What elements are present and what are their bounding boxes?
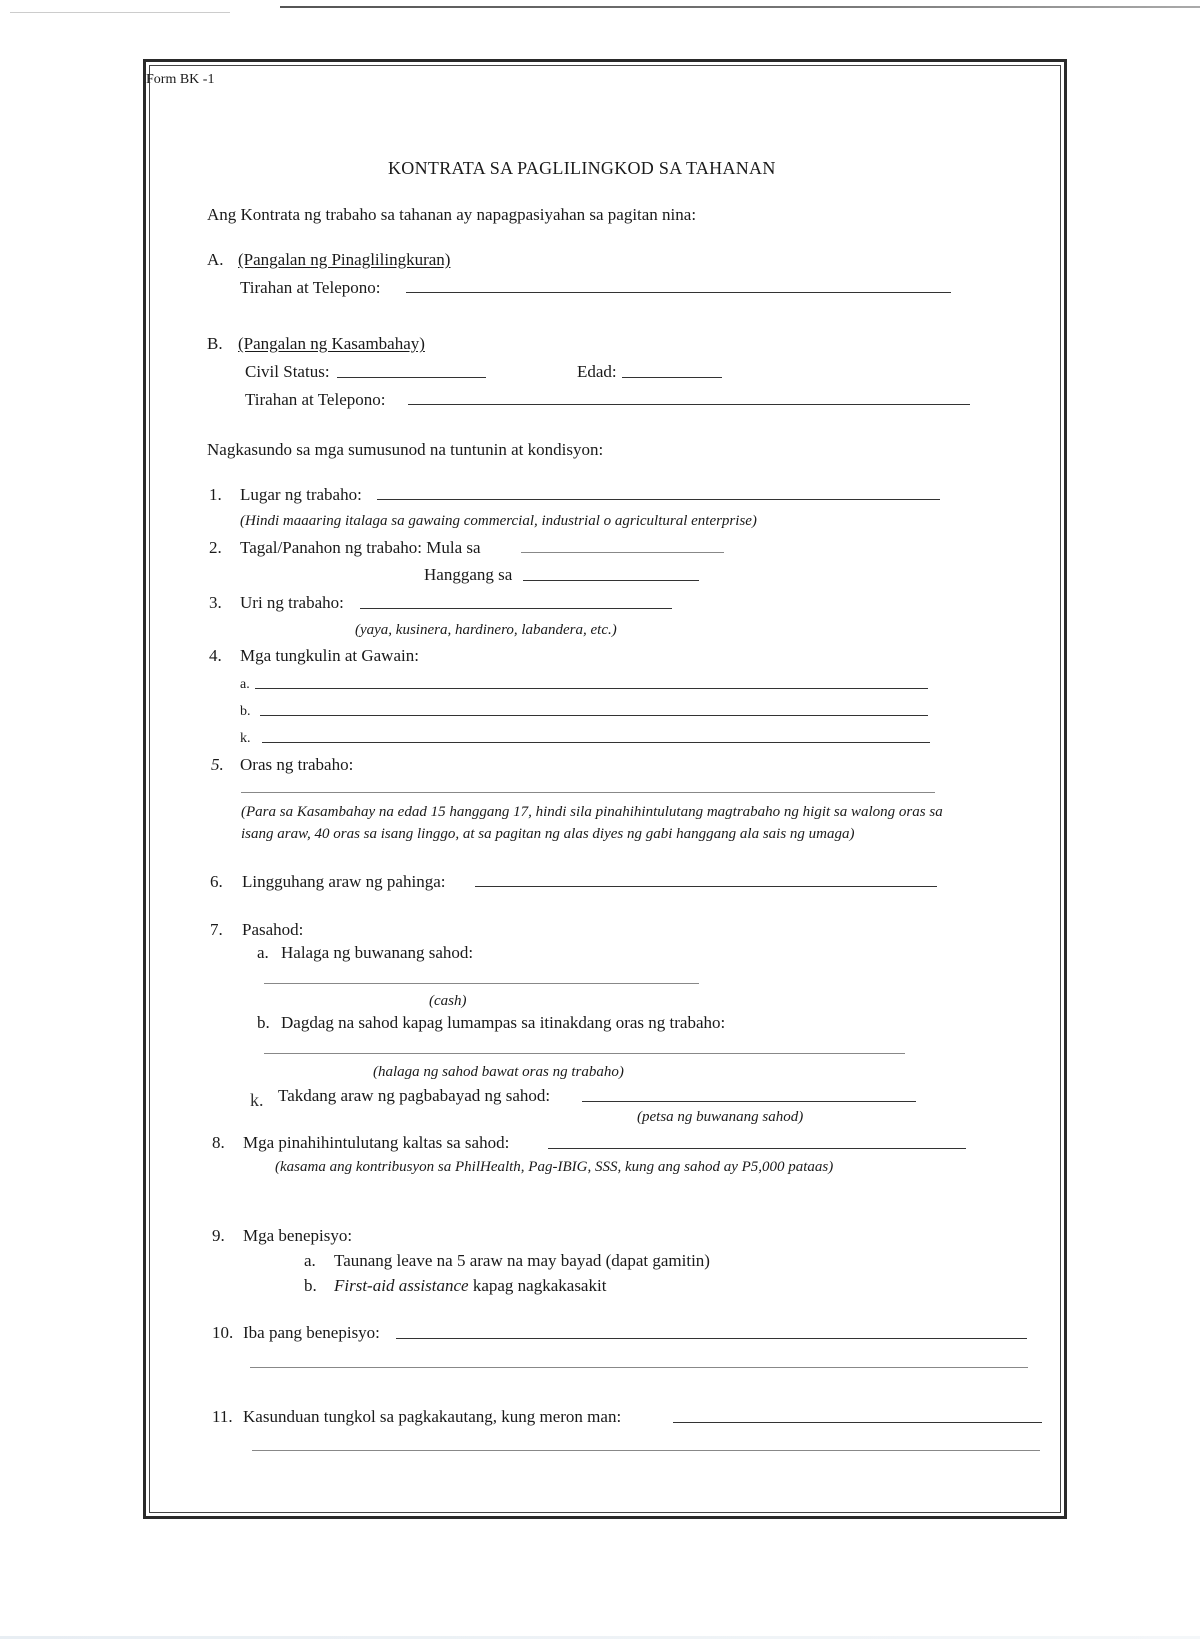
overtime-pay-field[interactable] bbox=[264, 1053, 905, 1054]
monthly-salary-field[interactable] bbox=[264, 983, 699, 984]
benefit-b-letter: b. bbox=[304, 1276, 317, 1295]
duty-a-field[interactable] bbox=[255, 688, 928, 689]
item-7-number: 7. bbox=[210, 920, 223, 939]
item-7b-letter: b. bbox=[257, 1013, 270, 1032]
party-b-address-field[interactable] bbox=[408, 404, 970, 405]
payday-field[interactable] bbox=[582, 1101, 916, 1102]
party-a-address-field[interactable] bbox=[406, 292, 951, 293]
item-7k-note: (petsa ng buwanang sahod) bbox=[637, 1109, 804, 1125]
item-3-note: (yaya, kusinera, hardinero, labandera, etc.) bbox=[355, 622, 617, 638]
item-1-label: Lugar ng trabaho: bbox=[240, 485, 362, 504]
item-6-number: 6. bbox=[210, 872, 223, 891]
rest-day-field[interactable] bbox=[475, 886, 937, 887]
party-b-address-label: Tirahan at Telepono: bbox=[245, 390, 386, 409]
duty-b-letter: b. bbox=[240, 704, 251, 719]
item-11-label: Kasunduan tungkol sa pagkakautang, kung meron man: bbox=[243, 1407, 622, 1426]
party-a-address-label: Tirahan at Telepono: bbox=[240, 278, 381, 297]
item-2-label: Tagal/Panahon ng trabaho: Mula sa bbox=[240, 538, 481, 557]
benefit-a-text: Taunang leave na 5 araw na may bayad (dapat gamitin) bbox=[334, 1251, 710, 1270]
other-benefits-field-line-2[interactable] bbox=[250, 1367, 1028, 1368]
item-4-number: 4. bbox=[209, 646, 222, 665]
item-7b-label: Dagdag na sahod kapag lumampas sa itinakdang oras ng trabaho: bbox=[281, 1013, 726, 1032]
party-a-name-label: (Pangalan ng Pinaglilingkuran) bbox=[238, 250, 451, 269]
item-8-note: (kasama ang kontribusyon sa PhilHealth, Pag-IBIG, SSS, kung ang sahod ay P5,000 pataas) bbox=[275, 1159, 834, 1175]
intro-text: Ang Kontrata ng trabaho sa tahanan ay napagpasiyahan sa pagitan nina: bbox=[207, 205, 697, 224]
party-b-civil-status-field[interactable] bbox=[337, 377, 486, 378]
item-8-number: 8. bbox=[212, 1133, 225, 1152]
duty-b-field[interactable] bbox=[260, 715, 928, 716]
party-b-name-label: (Pangalan ng Kasambahay) bbox=[238, 334, 425, 353]
item-7b-note: (halaga ng sahod bawat oras ng trabaho) bbox=[373, 1064, 624, 1080]
item-7k-letter: k. bbox=[250, 1090, 264, 1110]
debt-agreement-field[interactable] bbox=[673, 1422, 1042, 1423]
item-9-label: Mga benepisyo: bbox=[243, 1226, 353, 1245]
party-b-letter: B. bbox=[207, 334, 223, 353]
item-7-label: Pasahod: bbox=[242, 920, 304, 939]
item-7k-label: Takdang araw ng pagbabayad ng sahod: bbox=[278, 1086, 551, 1105]
item-1-number: 1. bbox=[209, 485, 222, 504]
item-3-number: 3. bbox=[209, 593, 222, 612]
end-date-field[interactable] bbox=[523, 580, 699, 581]
item-5-number: 5. bbox=[211, 755, 224, 774]
debt-agreement-field-line-2[interactable] bbox=[252, 1450, 1040, 1451]
item-7a-note: (cash) bbox=[429, 993, 467, 1009]
party-b-civil-status-label: Civil Status: bbox=[245, 362, 330, 381]
form-code: Form BK -1 bbox=[146, 72, 215, 87]
work-hours-field[interactable] bbox=[241, 792, 935, 793]
deductions-field[interactable] bbox=[548, 1148, 966, 1149]
item-11-number: 11. bbox=[212, 1407, 233, 1426]
start-date-field[interactable] bbox=[521, 552, 724, 553]
form-title: KONTRATA SA PAGLILINGKOD SA TAHANAN bbox=[388, 158, 776, 178]
item-2-until-label: Hanggang sa bbox=[424, 565, 513, 584]
item-4-label: Mga tungkulin at Gawain: bbox=[240, 646, 419, 665]
benefit-b-text bbox=[334, 1276, 606, 1296]
duty-a-letter: a. bbox=[240, 677, 250, 692]
agreement-text: Nagkasundo sa mga sumusunod na tuntunin at kondisyon: bbox=[207, 440, 604, 459]
duty-k-letter: k. bbox=[240, 731, 251, 746]
item-1-note: (Hindi maaaring italaga sa gawaing commercial, industrial o agricultural enterprise) bbox=[240, 513, 757, 529]
other-benefits-field[interactable] bbox=[396, 1338, 1027, 1339]
workplace-field[interactable] bbox=[377, 499, 940, 500]
duty-k-field[interactable] bbox=[262, 742, 930, 743]
item-5-label: Oras ng trabaho: bbox=[240, 755, 354, 774]
item-8-label: Mga pinahihintulutang kaltas sa sahod: bbox=[243, 1133, 510, 1152]
item-5-note-line-2: isang araw, 40 oras sa isang linggo, at sa pagitan ng alas diyes ng gabi hanggang ala sais ng umaga) bbox=[241, 826, 855, 842]
scan-artifact-top-line bbox=[280, 6, 1200, 8]
item-7a-label: Halaga ng buwanang sahod: bbox=[281, 943, 474, 962]
benefit-b-rest: kapag nagkakasakit bbox=[468, 1276, 607, 1295]
item-10-number: 10. bbox=[212, 1323, 234, 1342]
item-5-note-line-1: (Para sa Kasambahay na edad 15 hanggang 17, hindi sila pinahihintulutang magtrabaho ng higit sa walong oras sa bbox=[241, 804, 943, 820]
party-a-letter: A. bbox=[207, 250, 224, 269]
item-10-label: Iba pang benepisyo: bbox=[243, 1323, 380, 1342]
item-9-number: 9. bbox=[212, 1226, 225, 1245]
scan-artifact-top-line-faint bbox=[10, 12, 230, 13]
item-3-label: Uri ng trabaho: bbox=[240, 593, 344, 612]
item-2-number: 2. bbox=[209, 538, 222, 557]
item-6-label: Lingguhang araw ng pahinga: bbox=[242, 872, 446, 891]
job-type-field[interactable] bbox=[360, 608, 672, 609]
benefit-a-letter: a. bbox=[304, 1251, 316, 1270]
benefit-b-italic: First-aid assistance bbox=[334, 1276, 469, 1295]
party-b-age-field[interactable] bbox=[622, 377, 722, 378]
item-7a-letter: a. bbox=[257, 943, 269, 962]
party-b-age-label: Edad: bbox=[577, 362, 617, 381]
